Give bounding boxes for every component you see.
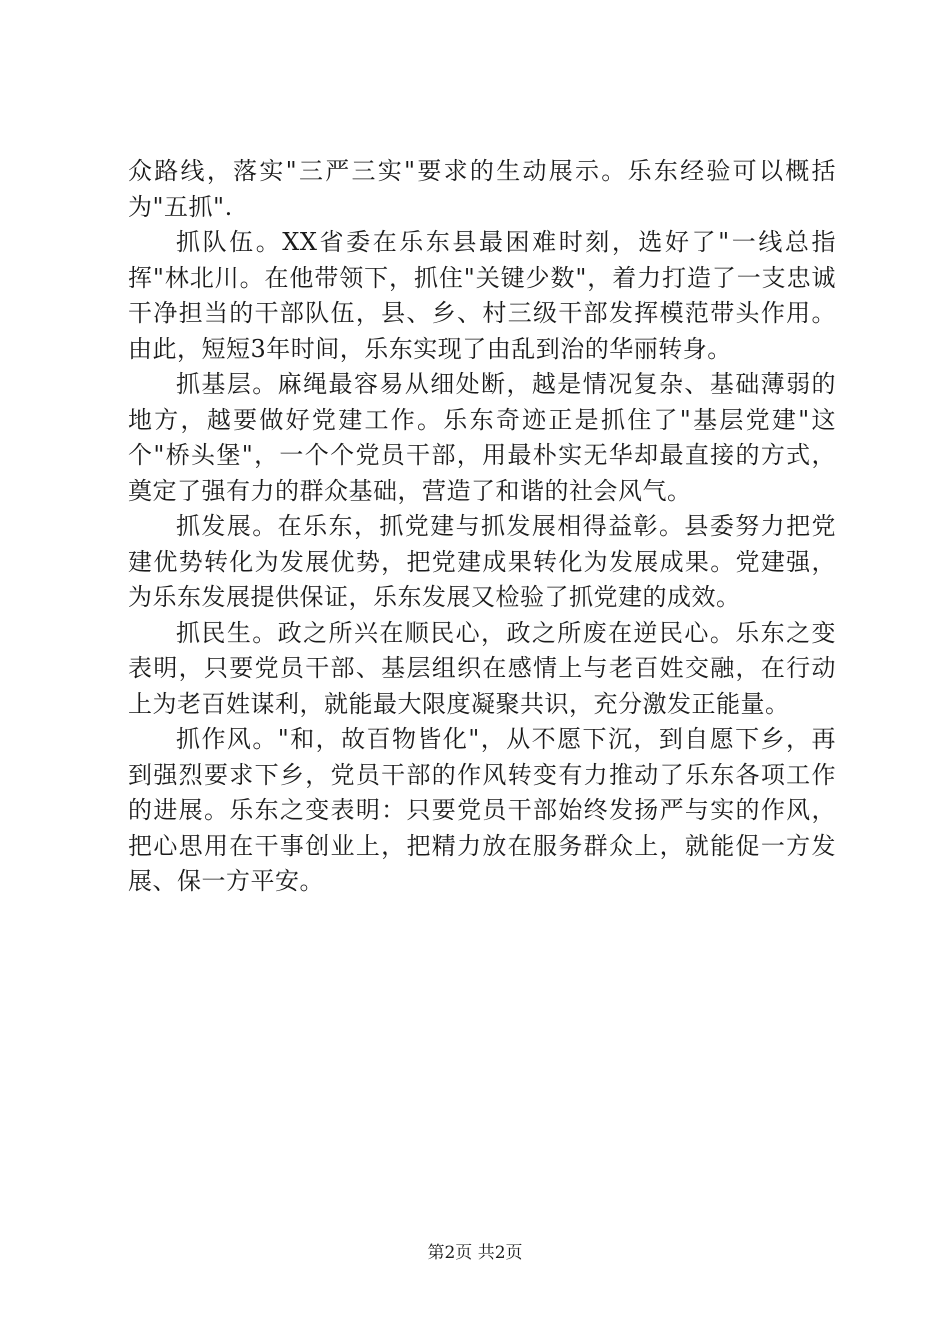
- paragraph-development: 抓发展。在乐东，抓党建与抓发展相得益彰。县委努力把党建优势转化为发展优势，把党建成果转化为发展成果。党建强，为乐东发展提供保证，乐东发展又检验了抓党建的成效。: [128, 512, 836, 611]
- paragraph-team: 抓队伍。XX省委在乐东县最困难时刻，选好了"一线总指挥"林北川。在他带领下，抓住"关键少数"，着力打造了一支忠诚干净担当的干部队伍，县、乡、村三级干部发挥模范带头作用。由此，短短3年时间，乐东实现了由乱到治的华丽转身。: [128, 228, 836, 363]
- paragraph-grassroots: 抓基层。麻绳最容易从细处断，越是情况复杂、基础薄弱的地方，越要做好党建工作。乐东奇迹正是抓住了"基层党建"这个"桥头堡"，一个个党员干部，用最朴实无华却最直接的方式，奠定了强有力的群众基础，营造了和谐的社会风气。: [128, 370, 836, 505]
- document-body: [128, 154, 836, 900]
- paragraph-livelihood: 抓民生。政之所兴在顺民心，政之所废在逆民心。乐东之变表明，只要党员干部、基层组织在感情上与老百姓交融，在行动上为老百姓谋利，就能最大限度凝聚共识，充分激发正能量。: [128, 618, 836, 718]
- paragraph-intro-continuation: 众路线，落实"三严三实"要求的生动展示。乐东经验可以概括为"五抓".: [128, 157, 836, 221]
- page-footer: 第2页 共2页: [427, 1243, 523, 1263]
- paragraph-work-style: 抓作风。"和，故百物皆化"，从不愿下沉，到自愿下乡，再到强烈要求下乡，党员干部的作风转变有力推动了乐东各项工作的进展。乐东之变表明：只要党员干部始终发扬严与实的作风，把心思用在干事创业上，把精力放在服务群众上，就能促一方发展、保一方平安。: [128, 725, 836, 895]
